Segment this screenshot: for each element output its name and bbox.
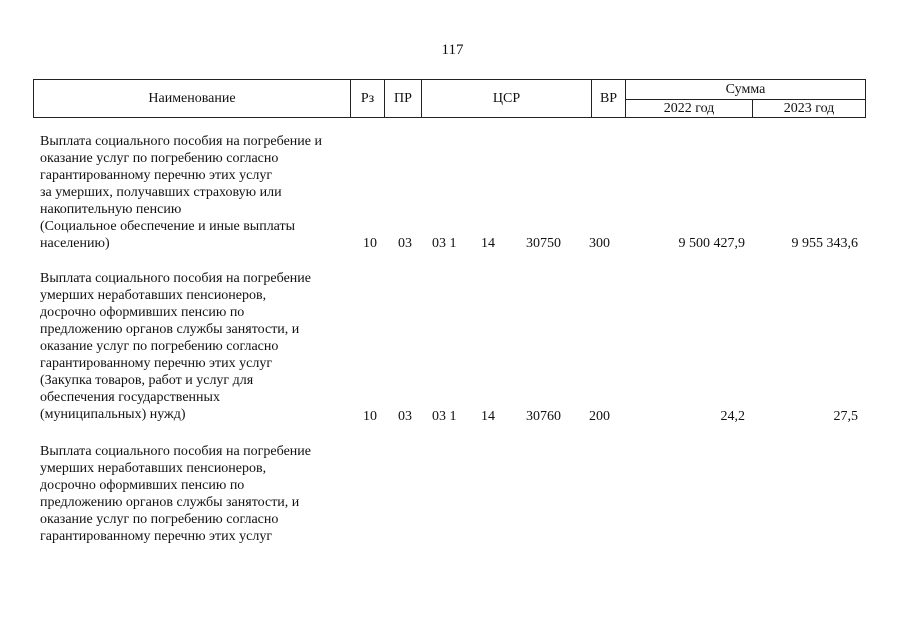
row-2-name-line: обеспечения государственных <box>40 390 220 405</box>
row-1-vr: 300 <box>589 236 610 251</box>
header-pr: ПР <box>385 80 422 118</box>
row-1-csr-program: 03 1 <box>432 236 457 251</box>
row-1-rz: 10 <box>363 236 377 251</box>
row-2-csr-subprogram: 14 <box>481 409 495 424</box>
row-2-name <box>40 270 352 423</box>
row-3-name-line: оказание услуг по погребению согласно <box>40 512 279 527</box>
row-1-name-line: (Социальное обеспечение и иные выплаты <box>40 219 296 234</box>
row-2-name-line: оказание услуг по погребению согласно <box>40 339 279 354</box>
header-year-2023: 2023 год <box>753 100 866 118</box>
row-3-name <box>40 443 352 545</box>
row-1-name-line: оказание услуг по погребению согласно <box>40 151 279 166</box>
row-2-sum-2023: 27,5 <box>833 409 858 424</box>
row-2-csr-program: 03 1 <box>432 409 457 424</box>
row-1-name-line: накопительную пенсию <box>40 202 182 217</box>
row-1-csr-subprogram: 14 <box>481 236 495 251</box>
row-1-name-line: за умерших, получавших страховую или <box>40 185 282 200</box>
header-name: Наименование <box>34 80 351 118</box>
row-1-name-line: гарантированному перечню этих услуг <box>40 168 273 183</box>
header-vr: ВР <box>592 80 626 118</box>
row-1-name-line: населению) <box>40 236 110 251</box>
header-rz: Рз <box>351 80 385 118</box>
row-2-name-line: умерших неработавших пенсионеров, <box>40 288 267 303</box>
row-3-name-line: предложению органов службы занятости, и <box>40 495 300 510</box>
row-2-name-line: досрочно оформивших пенсию по <box>40 305 245 320</box>
row-3-name-line: досрочно оформивших пенсию по <box>40 478 245 493</box>
row-2-name-line: Выплата социального пособия на погребение <box>40 271 311 286</box>
row-2-name-line: гарантированному перечню этих услуг <box>40 356 273 371</box>
header-year-2022: 2022 год <box>626 100 753 118</box>
row-1-name <box>40 133 352 252</box>
page-number: 117 <box>441 42 464 58</box>
row-3-name-line: Выплата социального пособия на погребение <box>40 444 311 459</box>
row-2-name-line: (муниципальных) нужд) <box>40 407 186 422</box>
row-2-name-line: предложению органов службы занятости, и <box>40 322 300 337</box>
row-1-pr: 03 <box>398 236 412 251</box>
row-2-sum-2022: 24,2 <box>720 409 745 424</box>
row-3-name-line: гарантированному перечню этих услуг <box>40 529 273 544</box>
row-3-name-line: умерших неработавших пенсионеров, <box>40 461 267 476</box>
row-1-name-line: Выплата социального пособия на погребение и <box>40 134 322 149</box>
row-1-sum-2023: 9 955 343,6 <box>791 236 858 251</box>
row-2-name-line: (Закупка товаров, работ и услуг для <box>40 373 254 388</box>
row-2-rz: 10 <box>363 409 377 424</box>
row-2-vr: 200 <box>589 409 610 424</box>
table-header <box>33 79 866 118</box>
row-1-csr-direction: 30750 <box>526 236 561 251</box>
row-2-pr: 03 <box>398 409 412 424</box>
row-2-csr-direction: 30760 <box>526 409 561 424</box>
header-summa: Сумма <box>626 80 866 100</box>
row-1-sum-2022: 9 500 427,9 <box>678 236 745 251</box>
header-csr: ЦСР <box>422 80 592 118</box>
